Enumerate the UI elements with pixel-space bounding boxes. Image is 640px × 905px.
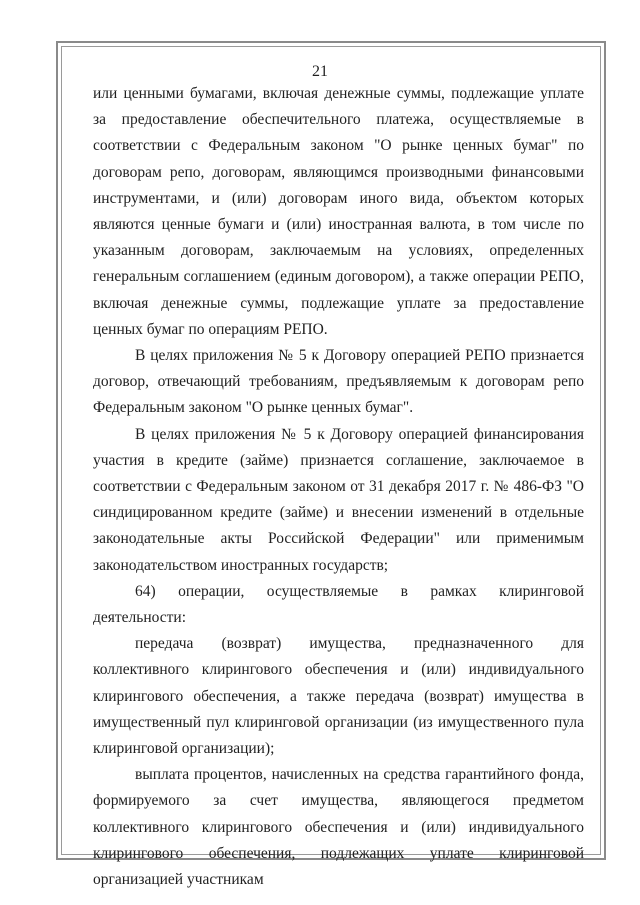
paragraph-clearing-item-64: 64) операции, осуществляемые в рамках клиринговой деятельности: — [93, 582, 584, 627]
paragraph-syndicated-credit: В целях приложения № 5 к Договору операцией финансирования участия в кредите (займе) признается соглашение, заключаемое в соответствии с Федеральным законом от 31 декабря 2017 г. № 486-ФЗ "О синдицированном кредите (займе) и внесении изменений в отдельные законодательные акты Российской Федерации" или применимым законодательством иностранных государств; — [93, 425, 584, 574]
page-number: 21 — [312, 63, 328, 80]
paragraph-repo-continuation: или ценными бумагами, включая денежные суммы, подлежащие уплате за предоставление обеспечительного платежа, осуществляемые в соответствии с Федеральным законом "О рынке ценных бумаг" по договорам репо, договорам, являющимся производными финансовыми инструментами, и (или) договорам иного вида, объектом которых являются ценные бумаги и (или) иностранная валюта, в том числе по указанным договорам, заключаемым на условиях, определенных генеральным соглашением (единым договором), а также операции РЕПО, включая денежные суммы, подлежащие уплате за предоставление ценных бумаг по операциям РЕПО. — [93, 85, 584, 338]
document-body — [93, 81, 584, 893]
paragraph-clearing-transfer: передача (возврат) имущества, предназначенного для коллективного клирингового обеспечения и (или) индивидуального клирингового обеспечения, а также передача (возврат) имущества в имущественный пул клиринговой организации (из имущественного пула клиринговой организации); — [93, 635, 584, 758]
paragraph-repo-definition: В целях приложения № 5 к Договору операцией РЕПО признается договор, отвечающий требованиям, предъявляемым к договорам репо Федеральным законом "О рынке ценных бумаг". — [93, 347, 584, 417]
paragraph-clearing-interest: выплата процентов, начисленных на средства гарантийного фонда, формируемого за счет имущества, являющегося предметом коллективного клирингового обеспечения и (или) индивидуального клирингового обеспечения, подлежащих уплате клиринговой организацией участникам — [93, 766, 584, 889]
